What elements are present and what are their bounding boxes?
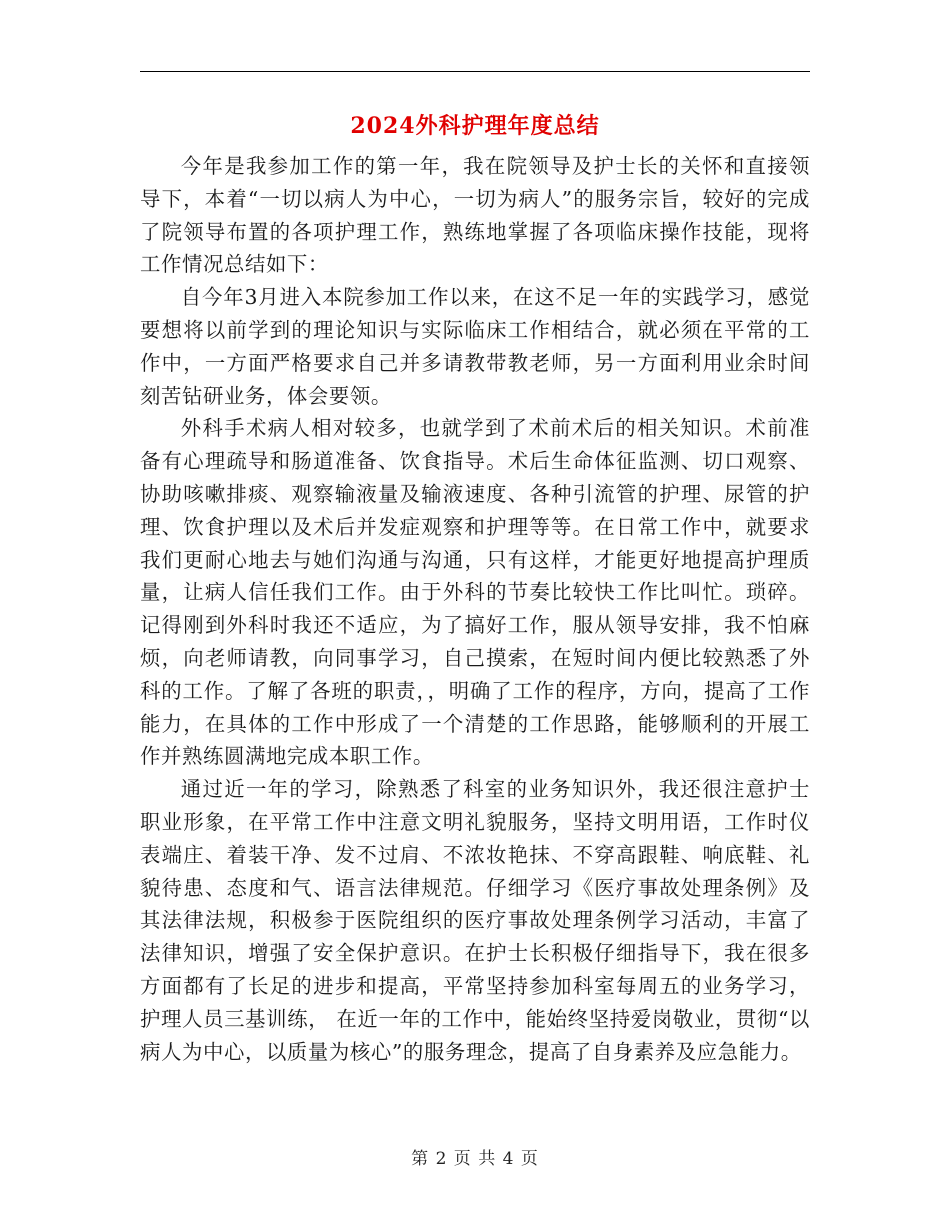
paragraph-surgery-care: 外科手术病人相对较多，也就学到了术前术后的相关知识。术前准备有心理疏导和肠道准备、饮食指导。术后生命体征监测、切口观察、协助咳嗽排痰、观察输液量及输液速度、各种引流管的护理、尿管的护理、饮食护理以及术后并发症观察和护理等等。在日常工作中，就要求我们更耐心地去与她们沟通与沟通，只有这样，才能更好地提高护理质量，让病人信任我们工作。由于外科的节奏比较快工作比叫忙。琐碎。记得刚到外科时我还不适应，为了搞好工作，服从领导安排，我不怕麻烦，向老师请教，向同事学习，自己摸索，在短时间内便比较熟悉了外科的工作。了解了各班的职责，，明确了工作的程序，方向，提高了工作能力，在具体的工作中形成了一个清楚的工作思路，能够顺利的开展工作并熟练圆满地完成本职工作。 bbox=[140, 416, 810, 769]
paragraph-learning: 自今年3月进入本院参加工作以来，在这不足一年的实践学习，感觉要想将以前学到的理论知识与实际临床工作相结合，就必须在平常的工作中，一方面严格要求自己并多请教带教老师，另一方面利用业余时间刻苦钻研业务，体会要领。 bbox=[140, 285, 810, 408]
document-body bbox=[140, 150, 810, 1068]
paragraph-intro: 今年是我参加工作的第一年，我在院领导及护士长的关怀和直接领导下，本着“一切以病人为中心，一切为病人”的服务宗旨，较好的完成了院领导布置的各项护理工作，熟练地掌握了各项临床操作技能，现将工作情况总结如下： bbox=[140, 154, 810, 277]
paragraph-professional-image: 通过近一年的学习，除熟悉了科室的业务知识外，我还很注意护士职业形象，在平常工作中注意文明礼貌服务，坚持文明用语，工作时仪表端庄、着装干净、发不过肩、不浓妆艳抹、不穿高跟鞋、响底鞋、礼貌待患、态度和气、语言法律规范。仔细学习《医疗事故处理条例》及其法律法规，积极参于医院组织的医疗事故处理条例学习活动，丰富了法律知识，增强了安全保护意识。在护士长积极仔细指导下，我在很多方面都有了长足的进步和提高，平常坚持参加科室每周五的业务学习，护理人员三基训练， 在近一年的工作中，能始终坚持爱岗敬业，贯彻“以病人为中心，以质量为核心”的服务理念，提高了自身素养及应急能力。 bbox=[140, 777, 810, 1064]
document-title: 2024外科护理年度总结 bbox=[350, 113, 600, 139]
header-rule bbox=[140, 71, 810, 72]
page-footer: 第 2 页 共 4 页 bbox=[411, 1149, 539, 1169]
